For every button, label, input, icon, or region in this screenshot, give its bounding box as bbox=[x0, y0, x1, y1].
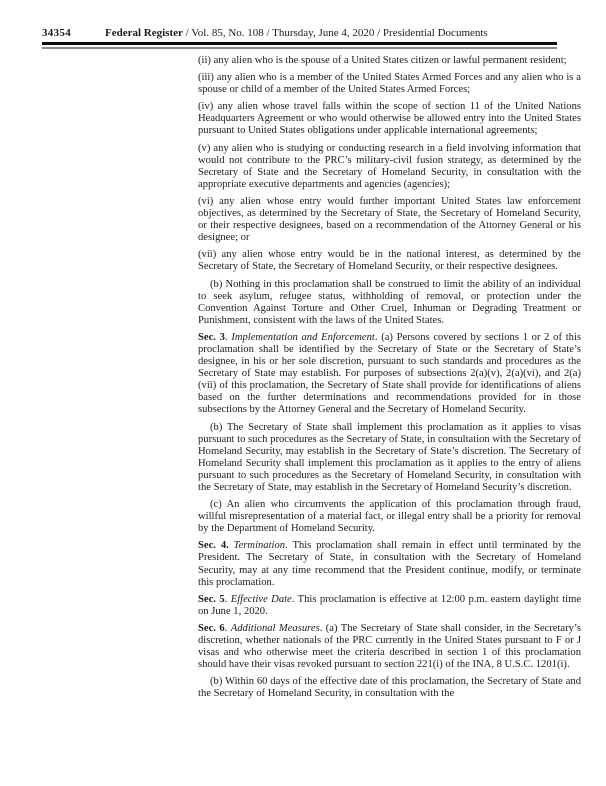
section-3-b bbox=[198, 422, 581, 495]
page-number: 34354 bbox=[42, 27, 71, 39]
page-header bbox=[42, 27, 557, 40]
paragraph-text: . bbox=[224, 622, 231, 634]
header-rule bbox=[42, 42, 557, 49]
subsection-b-limit bbox=[198, 279, 581, 327]
section-label: Sec. 3 bbox=[198, 331, 225, 343]
clause-iii bbox=[198, 72, 581, 96]
clause-iv bbox=[198, 101, 581, 137]
header-publication-name: Federal Register bbox=[105, 27, 183, 39]
section-title: Effective Date bbox=[230, 593, 292, 605]
section-3-c bbox=[198, 499, 581, 535]
paragraph-text: . bbox=[224, 593, 231, 605]
header-rule-thick-line bbox=[42, 42, 557, 45]
section-title: Implementation and Enforcement bbox=[231, 331, 375, 343]
section-label: Sec. 5 bbox=[198, 593, 225, 605]
section-title: Additional Measures bbox=[230, 622, 320, 634]
clause-vi bbox=[198, 196, 581, 244]
clause-vii bbox=[198, 249, 581, 273]
header-volume-date: / Vol. 85, No. 108 / Thursday, June 4, 2020 / Presidential Documents bbox=[182, 27, 488, 39]
paragraph-text: (c) An alien who circumvents the application of this proclamation through fraud, willful misrepresentation of a material fact, or illegal entry shall be a priority for removal by the Department of Homeland Security. bbox=[198, 499, 581, 535]
section-title: Termination bbox=[233, 540, 286, 552]
paragraph-text: (b) Within 60 days of the effective date of this proclamation, the Secretary of State and the Secretary of Homeland Security, in consultation with the bbox=[198, 676, 581, 700]
section-label: Sec. 4. bbox=[198, 540, 229, 552]
section-6 bbox=[198, 623, 581, 671]
section-label: Sec. 6 bbox=[198, 622, 225, 634]
section-4 bbox=[198, 540, 581, 588]
paragraph-text: (iii) any alien who is a member of the United States Armed Forces and any alien who is a spouse or child of a member of the United States Armed Forces; bbox=[198, 72, 581, 96]
clause-ii bbox=[198, 55, 581, 67]
header-rule-thin-line bbox=[42, 47, 557, 49]
paragraph-text: (v) any alien who is studying or conducting research in a field involving information that would not contribute to the PRC’s military-civil fusion strategy, as determined by the Secretary of State and the Secretary of Homeland Security, in consultation with the appropriate executive departments and agencies (agencies); bbox=[198, 142, 581, 190]
paragraph-text: . (a) Persons covered by sections 1 or 2 of this proclamation shall be identified by the Secretary of State or the Secretary of State’s designee, in his or her sole discretion, pursuant to such standards and procedures as the Secretary of State may establish. For purposes of subsections 2(a)(v), 2(a)(vi), and 2(a)(vii) of this proclamation, the Secretary of State shall provide for identifications of aliens based on the further determinations and recommendations provided for in those subsections by the Attorney General and the Secretary of Homeland Security. bbox=[198, 331, 582, 416]
paragraph-text: . (a) The Secretary of State shall consider, in the Secretary’s discretion, whether nationals of the PRC currently in the United States pursuant to F or J visas and who otherwise meet the criteria described in section 1 of this proclamation should have their visas revoked pursuant to section 221(i) of the INA, 8 U.S.C. 1201(i). bbox=[198, 622, 581, 671]
paragraph-text: (ii) any alien who is the spouse of a United States citizen or lawful permanent resident; bbox=[198, 55, 567, 66]
paragraph-text: (iv) any alien whose travel falls within the scope of section 11 of the United Nations Headquarters Agreement or who would otherwise be allowed entry into the United States pursuant to United States obligations under applicable international agreements; bbox=[198, 101, 581, 137]
paragraph-text: . bbox=[224, 331, 232, 343]
paragraph-text: . This proclamation shall remain in effect until terminated by the President. The Secretary of State, in consultation with the Secretary of Homeland Security, may at any time recommend that the President continue, modify, or terminate this proclamation. bbox=[198, 540, 581, 588]
section-3 bbox=[198, 332, 581, 417]
paragraph-text: . This proclamation is effective at 12:00 p.m. eastern daylight time on June 1, 2020. bbox=[198, 593, 582, 617]
section-6-b bbox=[198, 676, 581, 700]
document-body bbox=[198, 55, 581, 706]
section-5 bbox=[198, 594, 581, 618]
paragraph-text: (b) The Secretary of State shall implement this proclamation as it applies to visas pursuant to such procedures as the Secretary of State, in consultation with the Secretary of Homeland Security, may establish in the Secretary of State’s discretion. The Secretary of Homeland Security shall implement this proclamation as it applies to the entry of aliens pursuant to such procedures as the Secretary of Homeland Security, in consultation with the Secretary of State, may establish in the Secretary of Homeland Security’s discretion. bbox=[198, 421, 581, 493]
paragraph-text: (b) Nothing in this proclamation shall be construed to limit the ability of an individual to seek asylum, refugee status, withholding of removal, or protection under the Convention Against Torture and Other Cruel, Inhuman or Degrading Treatment or Punishment, consistent with the laws of the United States. bbox=[198, 278, 581, 326]
clause-v bbox=[198, 143, 581, 191]
paragraph-text: (vii) any alien whose entry would be in the national interest, as determined by the Secretary of State, the Secretary of Homeland Security, or their respective designees. bbox=[198, 249, 581, 273]
paragraph-text: (vi) any alien whose entry would further important United States law enforcement objectives, as determined by the Secretary of State, the Secretary of Homeland Security, or their respective designees, based on a recommendation of the Attorney General or his designee; or bbox=[198, 195, 581, 244]
